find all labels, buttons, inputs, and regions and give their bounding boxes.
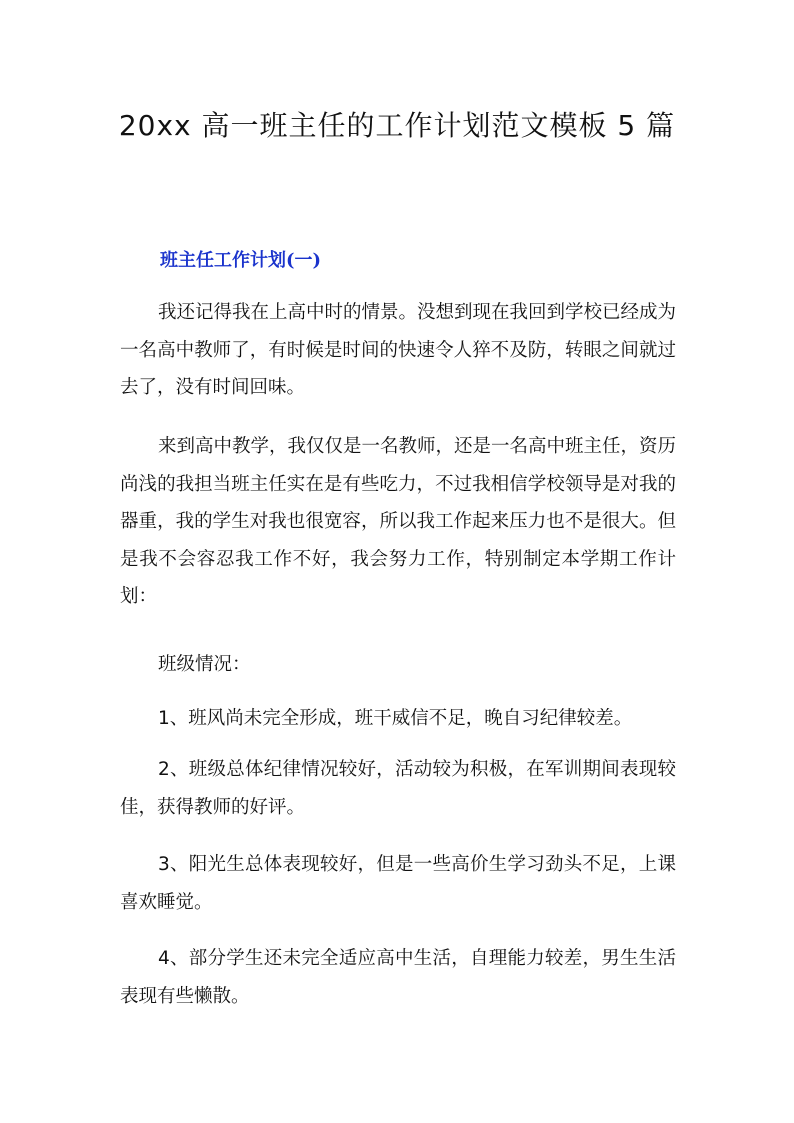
list-item-3: 3、阳光生总体表现较好，但是一些高价生学习劲头不足，上课喜欢睡觉。: [120, 854, 676, 913]
paragraph-introduction: 来到高中教学，我仅仅是一名教师，还是一名高中班主任，资历尚浅的我担当班主任实在是有些吃力，不过我相信学校领导是对我的器重，我的学生对我也很宽容，所以我工作起来压力也不是很大。但是我不会容忍我工作不好，我会努力工作，特别制定本学期工作计划：: [120, 436, 677, 607]
list-item-2: 2、班级总体纪律情况较好，活动较为积极，在军训期间表现较佳，获得教师的好评。: [120, 759, 676, 818]
document-title: 20xx 高一班主任的工作计划范文模板 5 篇: [118, 109, 676, 142]
list-item-4: 4、部分学生还未完全适应高中生活，自理能力较差，男生生活表现有些懒散。: [120, 948, 676, 1007]
list-item-1: 1、班风尚未完全形成，班干威信不足，晚自习纪律较差。: [158, 708, 633, 729]
section-heading: 班主任工作计划(一): [160, 250, 322, 271]
paragraph-class-situation-label: 班级情况：: [158, 654, 251, 675]
paragraph-recollection: 我还记得我在上高中时的情景。没想到现在我回到学校已经成为一名高中教师了，有时候是时间的快速令人猝不及防，转眼之间就过去了，没有时间回味。: [120, 302, 677, 398]
